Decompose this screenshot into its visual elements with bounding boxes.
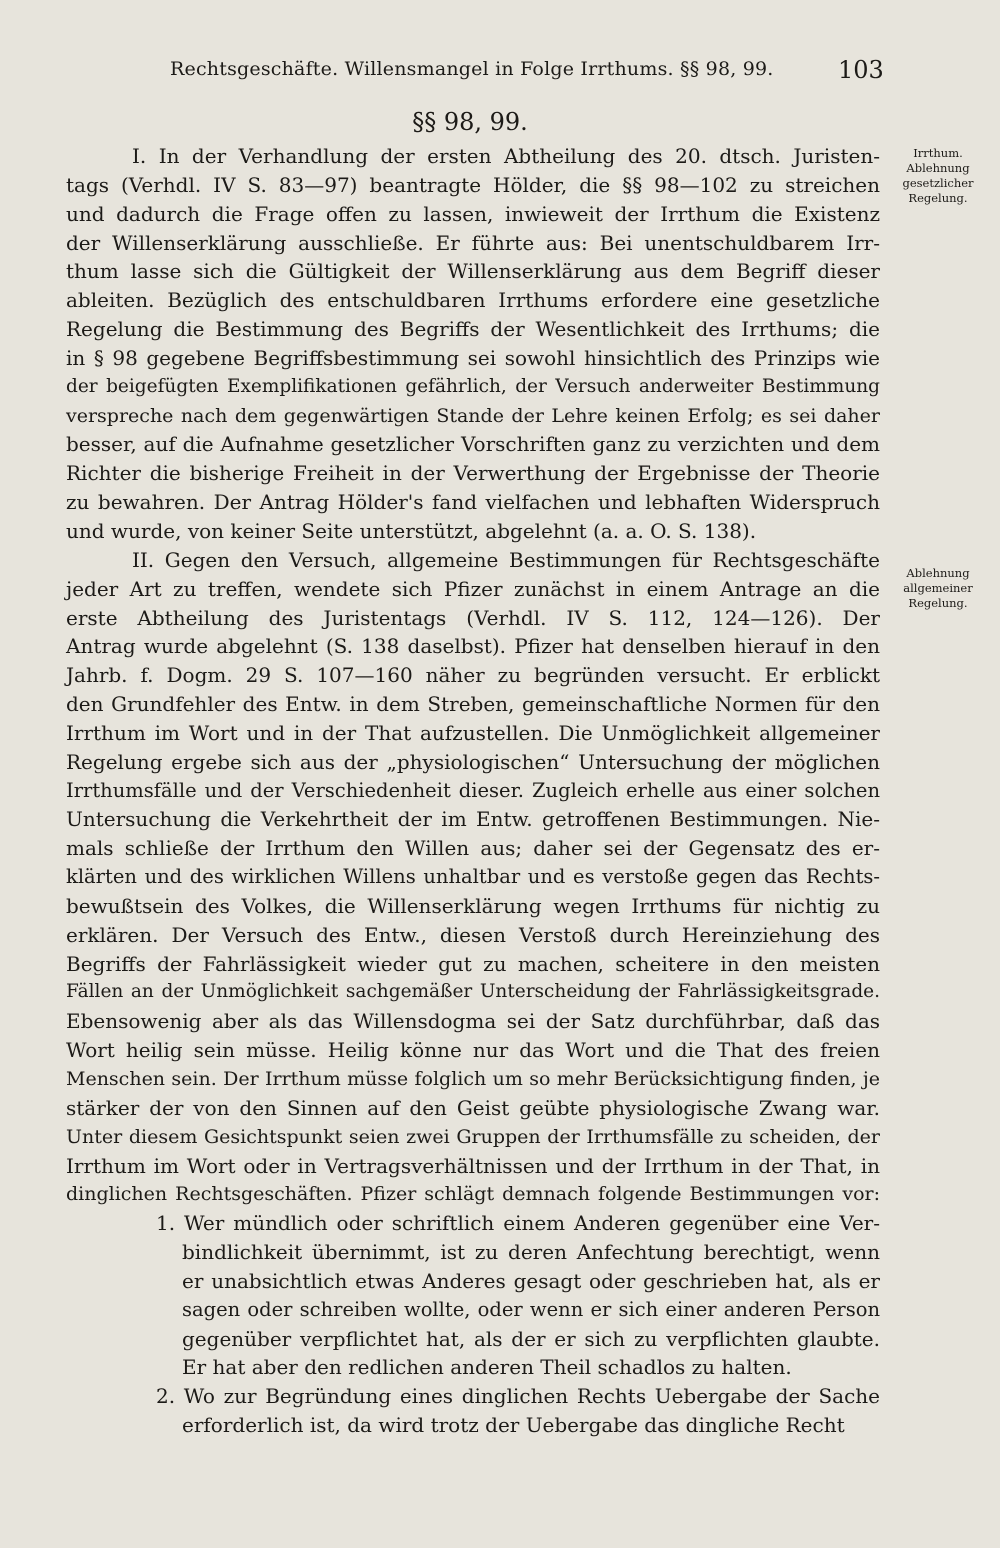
text-line: besser, auf die Aufnahme gesetzlicher Vorschriften ganz zu verzichten und dem	[66, 432, 880, 457]
margin-note-line: gesetzlicher	[902, 176, 974, 190]
text-line: ableiten. Bezüglich des entschuldbaren Irrthums erfordere eine gesetzliche	[66, 288, 880, 313]
margin-note-line: Irrthum.	[913, 146, 963, 160]
text-line: erklären. Der Versuch des Entw., diesen Verstoß durch Hereinziehung des	[66, 922, 880, 947]
text-line: Ebensowenig aber als das Willensdogma sei der Satz durchführbar, daß das	[66, 1009, 880, 1034]
text-line: erste Abtheilung des Juristentags (Verhdl. IV S. 112, 124—126). Der	[66, 605, 880, 630]
body-text	[66, 142, 880, 1440]
text-line: und dadurch die Frage offen zu lassen, inwieweit der Irrthum die Existenz	[66, 201, 880, 226]
text-line: bewußtsein des Volkes, die Willenserklärung wegen Irrthums für nichtig zu	[66, 893, 880, 918]
text-line: Regelung die Bestimmung des Begriffs der Wesentlichkeit des Irrthums; die	[66, 317, 880, 342]
text-line: zu bewahren. Der Antrag Hölder's fand vielfachen und lebhaften Widerspruch	[66, 490, 880, 515]
text-line: tags (Verhdl. IV S. 83—97) beantragte Hölder, die §§ 98—102 zu streichen	[66, 172, 880, 197]
text-line: Irrthumsfälle und der Verschiedenheit dieser. Zugleich erhelle aus einer solchen	[66, 778, 880, 802]
text-line: Fällen an der Unmöglichkeit sachgemäßer Unterscheidung der Fahrlässigkeitsgrade.	[66, 981, 880, 1003]
text-line: stärker der von den Sinnen auf den Geist geübte physiologische Zwang war.	[66, 1095, 880, 1120]
text-line: dinglichen Rechtsgeschäften. Pfizer schlägt demnach folgende Bestimmungen vor:	[66, 1183, 880, 1206]
text-line: klärten und des wirklichen Willens unhaltbar und es verstoße gegen das Rechts-	[66, 865, 880, 889]
text-line: II. Gegen den Versuch, allgemeine Bestimmungen für Rechtsgeschäfte	[132, 547, 880, 572]
text-line: Unter diesem Gesichtspunkt seien zwei Gruppen der Irrthumsfälle zu scheiden, der	[66, 1125, 880, 1148]
text-line: der beigefügten Exemplifikationen gefährlich, der Versuch anderweiter Bestimmung	[66, 375, 880, 397]
text-line: er unabsichtlich etwas Anderes gesagt oder geschrieben hat, als er	[182, 1268, 880, 1293]
text-line: thum lasse sich die Gültigkeit der Willenserklärung aus dem Begriff dieser	[66, 259, 880, 284]
text-line: Menschen sein. Der Irrthum müsse folglich um so mehr Berücksichtigung finden, je	[66, 1068, 880, 1090]
margin-note-line: Ablehnung	[906, 566, 970, 580]
text-line: Antrag wurde abgelehnt (S. 138 daselbst). Pfizer hat denselben hierauf in den	[66, 634, 880, 659]
margin-note	[892, 146, 984, 206]
text-line: bindlichkeit übernimmt, ist zu deren Anfechtung berechtigt, wenn	[182, 1240, 880, 1265]
margin-note-line: Regelung.	[908, 596, 968, 610]
text-line: jeder Art zu treffen, wendete sich Pfizer zunächst in einem Antrage an die	[66, 576, 880, 601]
text-line: verspreche nach dem gegenwärtigen Stande der Lehre keinen Erfolg; es sei daher	[66, 404, 880, 427]
text-line: der Willenserklärung ausschließe. Er führte aus: Bei unentschuldbarem Irr-	[66, 230, 880, 255]
text-line: Regelung ergebe sich aus der „physiologischen“ Untersuchung der möglichen	[66, 749, 880, 774]
running-head: Rechtsgeschäfte. Willensmangel in Folge Irrthums. §§ 98, 99.	[170, 58, 774, 80]
page-number: 103	[838, 56, 884, 84]
text-line: in § 98 gegebene Begriffsbestimmung sei sowohl hinsichtlich des Prinzips wie	[66, 345, 880, 370]
text-line: den Grundfehler des Entw. in dem Streben, gemeinschaftliche Normen für den	[66, 692, 880, 717]
text-line: erforderlich ist, da wird trotz der Uebergabe das dingliche Recht	[182, 1413, 845, 1438]
text-line: Jahrb. f. Dogm. 29 S. 107—160 näher zu begründen versucht. Er erblickt	[66, 663, 880, 688]
section-heading: §§ 98, 99.	[412, 108, 528, 136]
text-line: sagen oder schreiben wollte, oder wenn er sich einer anderen Person	[182, 1297, 880, 1321]
list-item: 1. Wer mündlich oder schriftlich einem Anderen gegenüber eine Ver-	[156, 1211, 880, 1236]
margin-note-line: Ablehnung	[906, 161, 970, 175]
text-line: mals schließe der Irrthum den Willen aus; daher sei der Gegensatz des er-	[66, 836, 880, 861]
text-line: gegenüber verpflichtet hat, als der er sich zu verpflichten glaubte.	[182, 1326, 880, 1351]
text-line: Irrthum im Wort und in der That aufzustellen. Die Unmöglichkeit allgemeiner	[66, 720, 880, 745]
text-line: Wort heilig sein müsse. Heilig könne nur das Wort und die That des freien	[66, 1038, 880, 1063]
list-item: 2. Wo zur Begründung eines dinglichen Rechts Uebergabe der Sache	[156, 1384, 880, 1409]
margin-note-line: Regelung.	[908, 191, 968, 205]
text-line: und wurde, von keiner Seite unterstützt, abgelehnt (a. a. O. S. 138).	[66, 518, 757, 543]
text-line: Irrthum im Wort oder in Vertragsverhältnissen und der Irrthum in der That, in	[66, 1153, 880, 1178]
text-line: I. In der Verhandlung der ersten Abtheilung des 20. dtsch. Juristen-	[132, 144, 880, 168]
text-line: Untersuchung die Verkehrtheit der im Entw. getroffenen Bestimmungen. Nie-	[66, 807, 880, 832]
margin-note-line: allgemeiner	[903, 581, 973, 595]
text-line: Begriffs der Fahrlässigkeit wieder gut zu machen, scheitere in den meisten	[66, 951, 880, 976]
margin-note	[892, 566, 984, 611]
text-line: Richter die bisherige Freiheit in der Verwerthung der Ergebnisse der Theorie	[66, 461, 880, 486]
text-line: Er hat aber den redlichen anderen Theil schadlos zu halten.	[182, 1355, 792, 1380]
